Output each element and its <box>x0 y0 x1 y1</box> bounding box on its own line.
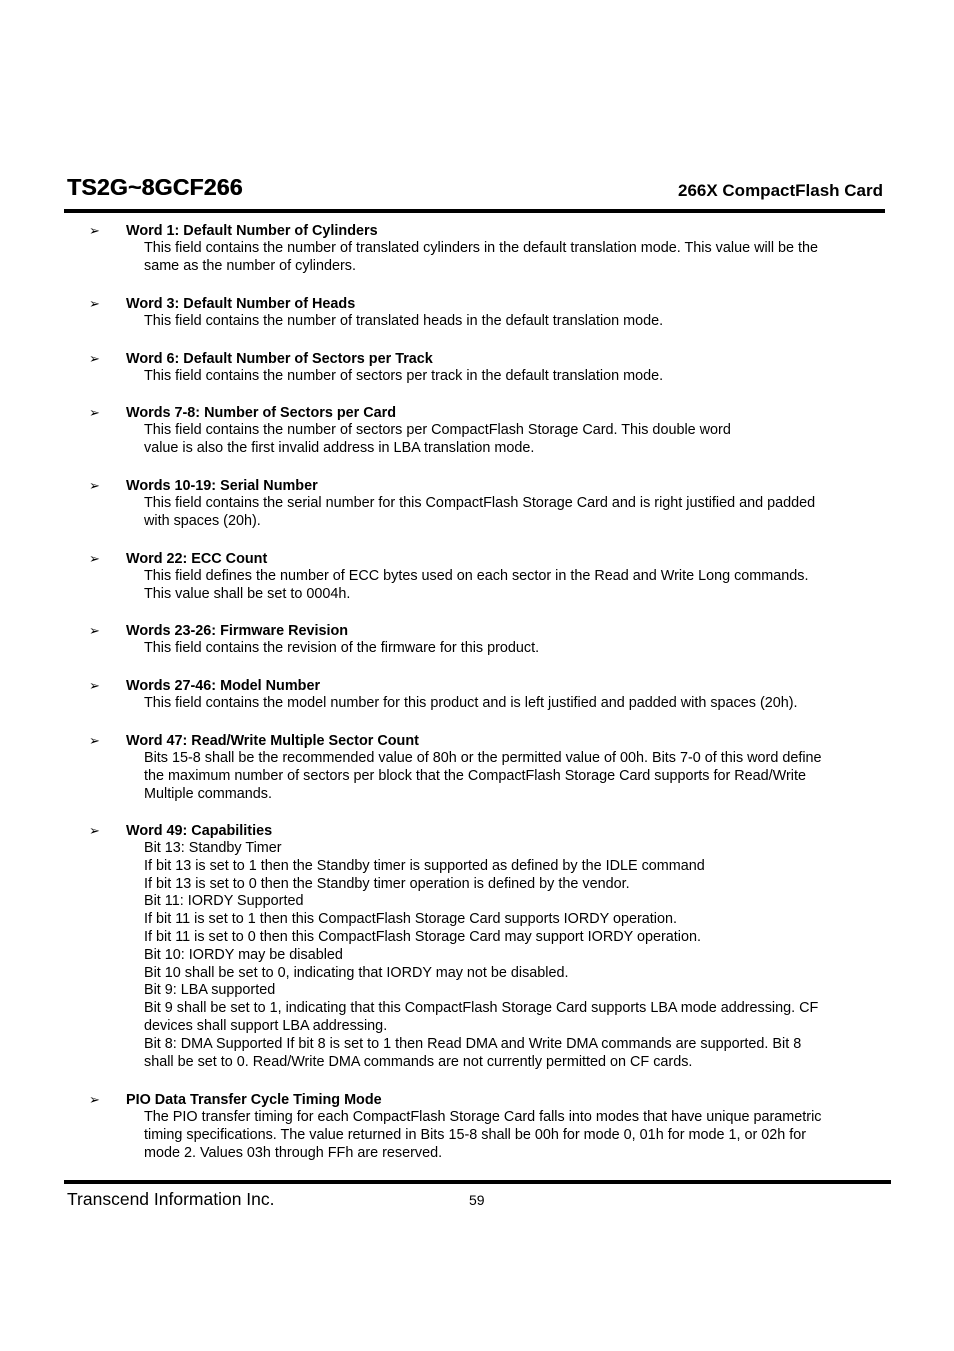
section-text-line: devices shall support LBA addressing. <box>144 1017 388 1034</box>
section-text-line: Multiple commands. <box>144 785 272 802</box>
section-text-line: The PIO transfer timing for each CompactFlash Storage Card falls into modes that have unique parametric <box>144 1109 822 1125</box>
section-text-line: the maximum number of sectors per block that the CompactFlash Storage Card supports for Read/Write <box>144 767 806 784</box>
section-text-line: This field contains the serial number for this CompactFlash Storage Card and is right justified and padded <box>144 495 816 511</box>
header-divider <box>64 209 885 213</box>
section-text-line: This field contains the number of sectors per CompactFlash Storage Card. This double word <box>144 422 731 438</box>
page-number: 59 <box>469 1192 485 1208</box>
arrow-bullet-icon: ➢ <box>89 296 100 311</box>
section-heading: Word 22: ECC Count <box>126 551 268 567</box>
section-heading: Word 47: Read/Write Multiple Sector Count <box>126 733 419 749</box>
section-text-line: This field defines the number of ECC bytes used on each sector in the Read and Write Long commands. <box>144 568 809 584</box>
section-text-line: Bit 11: IORDY Supported <box>144 893 304 910</box>
section-text-line: Bit 10 shall be set to 0, indicating that IORDY may not be disabled. <box>144 964 569 981</box>
section-text <box>144 840 868 1071</box>
arrow-bullet-icon: ➢ <box>89 733 100 748</box>
section-text-line: This field contains the number of translated heads in the default translation mode. <box>144 313 664 329</box>
section-text-line: Bits 15-8 shall be the recommended value of 80h or the permitted value of 00h. Bits 7-0 of this word define <box>144 750 822 766</box>
section-text <box>144 313 868 331</box>
arrow-bullet-icon: ➢ <box>89 223 100 238</box>
section-text <box>144 695 868 713</box>
section-text-line: with spaces (20h). <box>144 512 261 529</box>
section-text <box>144 495 868 531</box>
arrow-bullet-icon: ➢ <box>89 478 100 493</box>
section-text-line: Bit 10: IORDY may be disabled <box>144 946 343 963</box>
footer-company: Transcend Information Inc. <box>67 1189 275 1209</box>
section-text-line: Bit 9 shall be set to 1, indicating that this CompactFlash Storage Card supports LBA mode addressing. CF <box>144 1000 819 1017</box>
section-text <box>144 422 868 458</box>
footer-divider <box>64 1180 891 1184</box>
section-heading: PIO Data Transfer Cycle Timing Mode <box>126 1092 382 1108</box>
section-heading: Words 27-46: Model Number <box>126 678 321 694</box>
section-text-line: This field contains the revision of the firmware for this product. <box>144 640 540 656</box>
section-text-line: Bit 8: DMA Supported If bit 8 is set to 1 then Read DMA and Write DMA commands are supported. Bit 8 <box>144 1035 802 1052</box>
arrow-bullet-icon: ➢ <box>89 351 100 366</box>
section-text-line: This value shall be set to 0004h. <box>144 585 351 602</box>
section-heading: Word 6: Default Number of Sectors per Track <box>126 351 433 367</box>
section-heading: Word 3: Default Number of Heads <box>126 296 356 312</box>
section-text <box>144 240 868 276</box>
section-heading: Word 1: Default Number of Cylinders <box>126 223 378 239</box>
section-text-line: same as the number of cylinders. <box>144 257 356 274</box>
section-text-line: This field contains the model number for this product and is left justified and padded with spaces (20h). <box>144 695 798 711</box>
section-text-line: This field contains the number of translated cylinders in the default translation mode. This value will be the <box>144 240 819 256</box>
section-heading: Words 10-19: Serial Number <box>126 478 318 494</box>
document-subtitle: 266X CompactFlash Card <box>677 181 883 200</box>
arrow-bullet-icon: ➢ <box>89 405 100 420</box>
section-text-line: If bit 11 is set to 0 then this CompactFlash Storage Card may support IORDY operation. <box>144 928 701 945</box>
arrow-bullet-icon: ➢ <box>89 678 100 693</box>
section-heading: Word 49: Capabilities <box>126 823 273 839</box>
arrow-bullet-icon: ➢ <box>89 1092 100 1107</box>
arrow-bullet-icon: ➢ <box>89 823 100 838</box>
section-text-line: value is also the first invalid address in LBA translation mode. <box>144 439 535 456</box>
section-text-line: If bit 11 is set to 1 then this CompactFlash Storage Card supports IORDY operation. <box>144 911 677 928</box>
section-text <box>144 568 868 604</box>
section-heading: Words 7-8: Number of Sectors per Card <box>126 405 397 421</box>
section-text <box>144 640 868 658</box>
section-text-line: shall be set to 0. Read/Write DMA commands are not currently permitted on CF cards. <box>144 1053 693 1070</box>
section-heading: Words 23-26: Firmware Revision <box>126 623 349 639</box>
arrow-bullet-icon: ➢ <box>89 551 100 566</box>
section-text-line: Bit 9: LBA supported <box>144 982 276 999</box>
section-text-line: mode 2. Values 03h through FFh are reserved. <box>144 1144 443 1161</box>
section-text-line: If bit 13 is set to 1 then the Standby timer is supported as defined by the IDLE command <box>144 857 705 874</box>
section-text <box>144 750 868 803</box>
section-text <box>144 1109 868 1162</box>
section-text <box>144 368 868 386</box>
section-text-line: This field contains the number of sectors per track in the default translation mode. <box>144 368 664 384</box>
section-text-line: If bit 13 is set to 0 then the Standby timer operation is defined by the vendor. <box>144 875 630 892</box>
section-text-line: timing specifications. The value returned in Bits 15-8 shall be 00h for mode 0, 01h for mode 1, or 02h for <box>144 1126 807 1143</box>
section-text-line: Bit 13: Standby Timer <box>144 840 282 856</box>
arrow-bullet-icon: ➢ <box>89 623 100 638</box>
document-title: TS2G~8GCF266 <box>67 174 243 200</box>
